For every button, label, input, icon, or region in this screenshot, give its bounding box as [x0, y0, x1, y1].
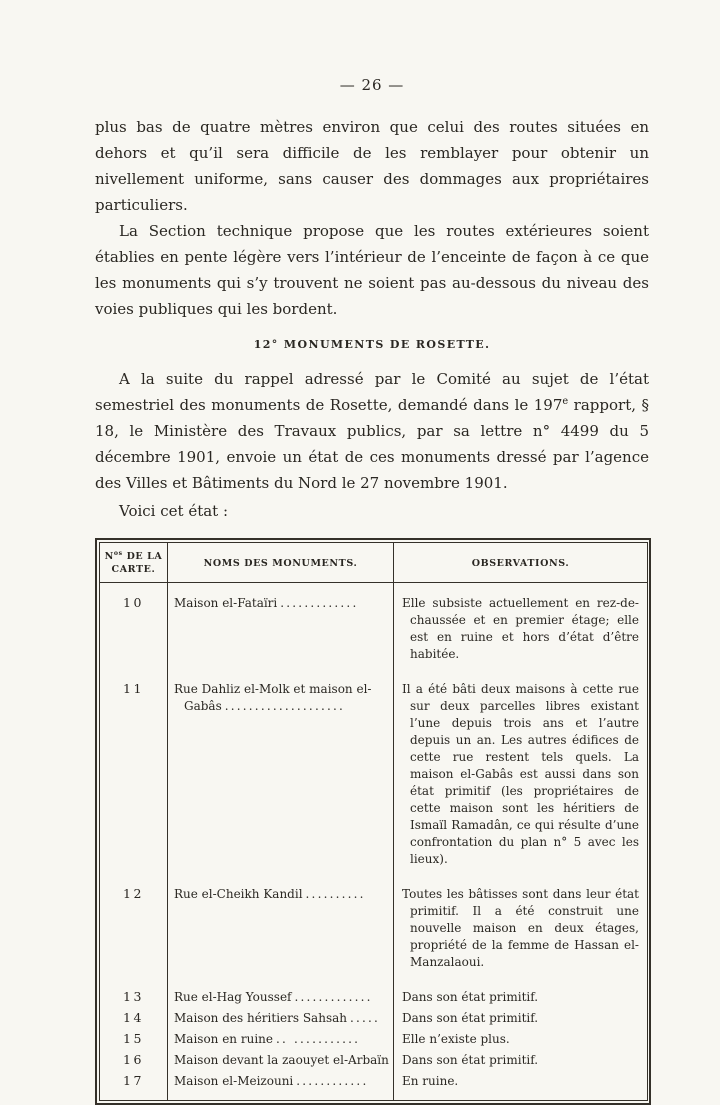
cell-observation: Dans son état primitif. — [402, 1011, 539, 1025]
table-header-row — [100, 543, 648, 583]
table-row — [100, 679, 648, 884]
monument-name: Maison devant la zaouyet el-Arbaïn — [174, 1053, 389, 1067]
cell-carte-number: 13 — [100, 987, 168, 1008]
table-row — [100, 1071, 648, 1101]
dot-leader: .................... — [224, 699, 346, 713]
cell-observation: Toutes les bâtisses sont dans leur état primitif. Il a été construit une nouvelle maison en deux étages, propriété de la femme de Hassan el-Manzalaoui. — [402, 887, 639, 969]
cell-monument-name — [168, 987, 394, 1008]
paragraph-rappel-comite: A la suite du rappel adressé par le Comité au sujet de l’état semestriel des monuments de Rosette, demandé dans le 197e rapport, § 18, le Ministère des Travaux publics, par sa lettre n° 4499 du 5 décembre 1901, envoie un état de ces monuments dressé par l’agence des Villes et Bâtiments du Nord le 27 novembre 1901. — [95, 370, 649, 492]
dot-leader: .. ........... — [275, 1032, 361, 1046]
monuments-table — [99, 542, 648, 1101]
cell-carte-number: 12 — [100, 884, 168, 987]
page-number: — 26 — — [339, 76, 405, 94]
cell-monument-name — [168, 1050, 394, 1071]
table-row — [100, 1008, 648, 1029]
cell-observation: Elle n’existe plus. — [402, 1032, 510, 1046]
monuments-table-frame — [95, 538, 651, 1105]
cell-carte-number: 11 — [100, 679, 168, 884]
cell-observation: Dans son état primitif. — [402, 990, 539, 1004]
table-row — [100, 583, 648, 680]
cell-carte-number: 14 — [100, 1008, 168, 1029]
dot-leader: ............ — [296, 1074, 369, 1088]
dot-leader: ..... — [349, 1011, 381, 1025]
page-content — [95, 76, 649, 1105]
monument-name: Maison el-Fataïri — [174, 596, 278, 610]
table-row — [100, 1029, 648, 1050]
monument-name: Maison en ruine — [174, 1032, 273, 1046]
cell-monument-name — [168, 583, 394, 680]
dot-leader: ............. — [280, 596, 359, 610]
table-row — [100, 1050, 648, 1071]
monument-name: Rue el-Cheikh Kandil — [174, 887, 303, 901]
table-row — [100, 987, 648, 1008]
table-row — [100, 884, 648, 987]
cell-observation: Il a été bâti deux maisons à cette rue sur deux parcelles libres existant l’une depuis trois ans et l’autre depuis un an. Les autres édifices de cette rue restent tels quels. La maison el-Gabâs est aussi dans son état primitif (les propriétaires de cette maison sont les héritiers de Ismaïl Ramadân, ce qui résulte d’une confrontation du plan n° 5 avec les lieux). — [402, 682, 639, 866]
cell-monument-name — [168, 1029, 394, 1050]
dot-leader: ............. — [294, 990, 373, 1004]
monument-name: Rue Dahliz el-Molk et maison el-Gabâs — [174, 682, 372, 713]
cell-carte-number: 10 — [100, 583, 168, 680]
cell-observation: Dans son état primitif. — [402, 1053, 539, 1067]
monument-name: Maison des héritiers Sahsah — [174, 1011, 347, 1025]
cell-carte-number: 16 — [100, 1050, 168, 1071]
dot-leader: .......... — [305, 887, 366, 901]
cell-monument-name — [168, 884, 394, 987]
cell-observation: Elle subsiste actuellement en rez-de-chaussée et en premier étage; elle est en ruine et hors d’état d’être habitée. — [402, 596, 639, 661]
cell-carte-number: 15 — [100, 1029, 168, 1050]
intro-line: Voici cet état : — [119, 502, 229, 520]
paragraph-continuation: plus bas de quatre mètres environ que celui des routes situées en dehors et qu’il sera difficile de les remblayer pour obtenir un nivellement uniforme, sans causer des dommages aux propriétaires particuliers. — [95, 118, 649, 214]
cell-monument-name — [168, 679, 394, 884]
cell-carte-number: 17 — [100, 1071, 168, 1101]
cell-monument-name — [168, 1071, 394, 1101]
table-header-observations: OBSERVATIONS. — [394, 543, 648, 583]
cell-observation: En ruine. — [402, 1074, 459, 1088]
cell-monument-name — [168, 1008, 394, 1029]
table-header-noms: NOMS DES MONUMENTS. — [168, 543, 394, 583]
monument-name: Rue el-Hag Youssef — [174, 990, 292, 1004]
paragraph-section-technique: La Section technique propose que les routes extérieures soient établies en pente légère vers l’intérieur de l’enceinte de façon à ce que les monuments qui s’y trouvent ne soient pas au-dessous du niveau des voies publiques qui les bordent. — [95, 222, 649, 318]
monument-name: Maison el-Meizouni — [174, 1074, 294, 1088]
section-heading: 12° MONUMENTS DE ROSETTE. — [253, 338, 491, 351]
table-header-carte: $N^{os}$ DE LA CARTE. — [100, 543, 168, 583]
